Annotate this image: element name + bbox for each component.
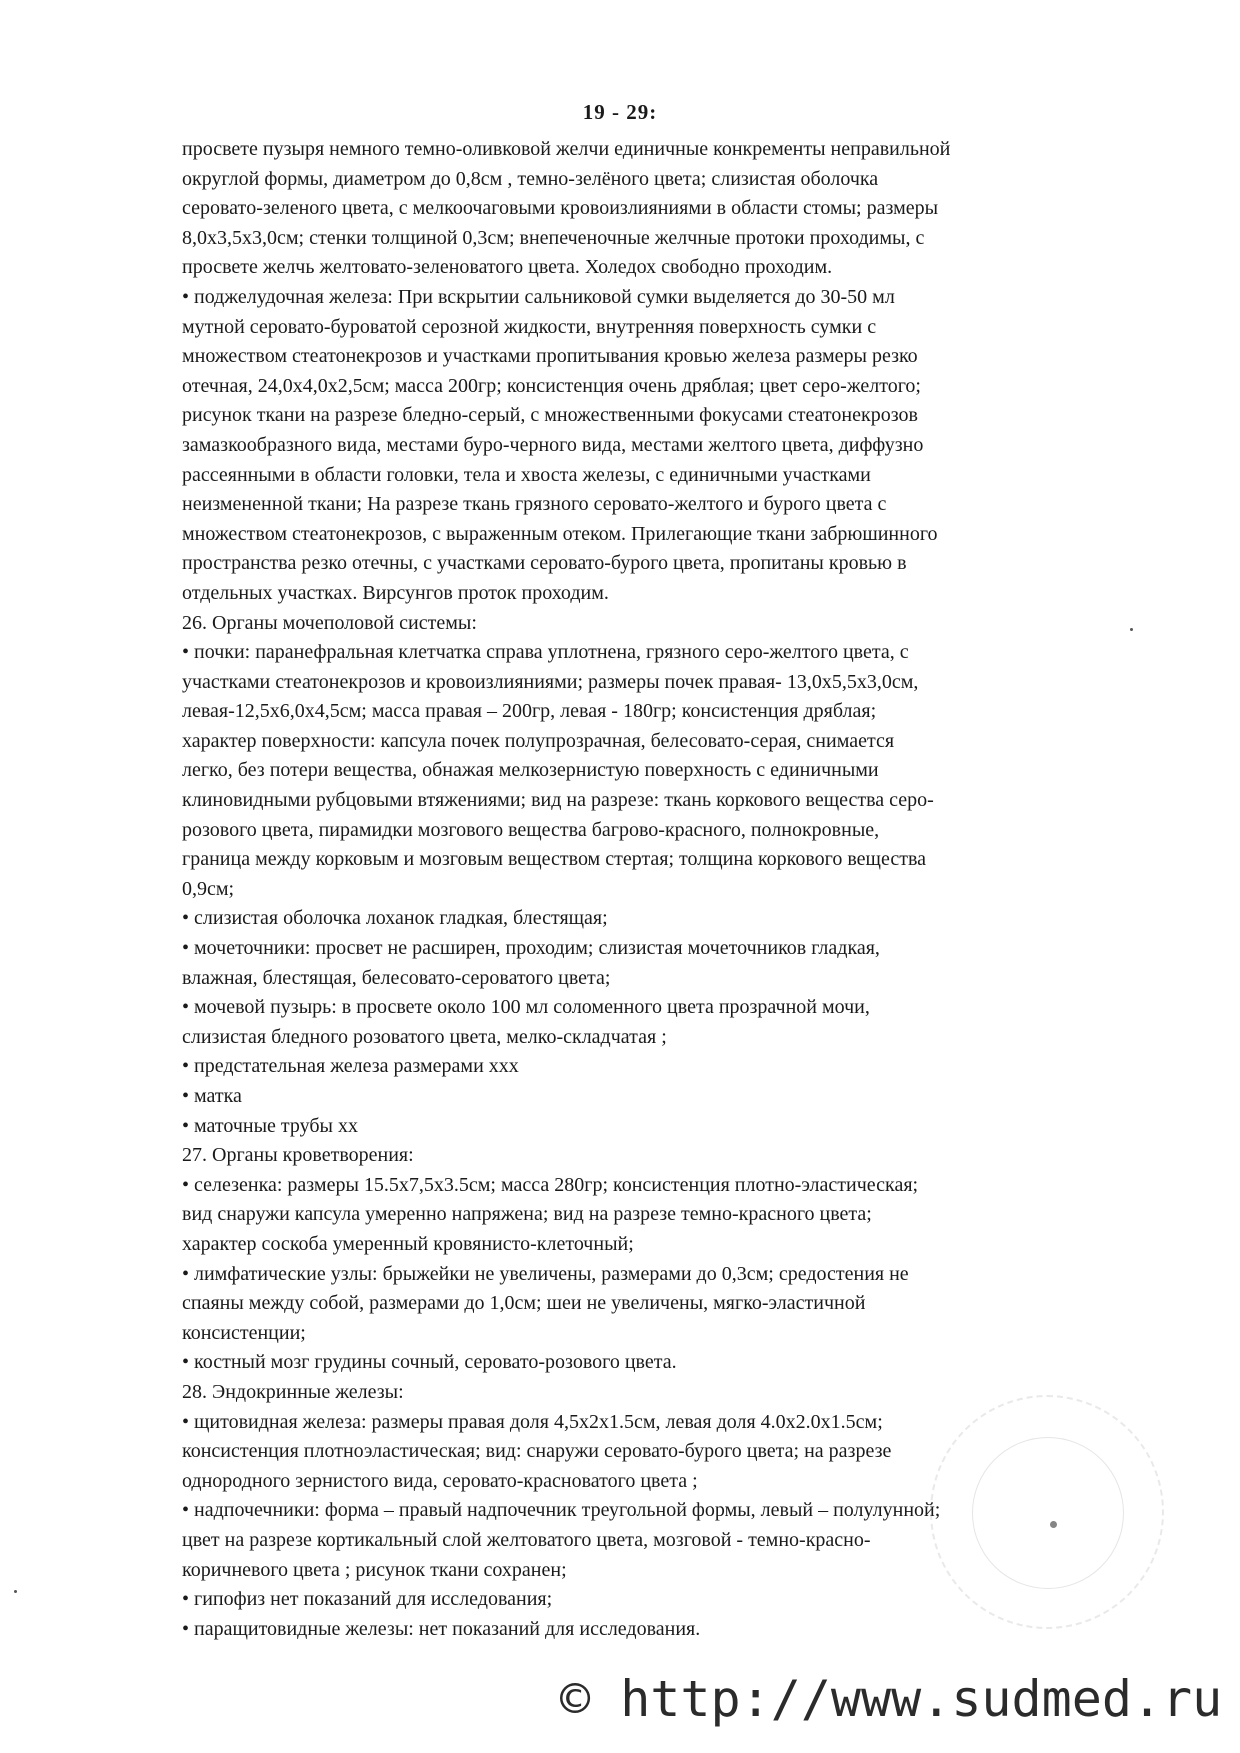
text-line: • надпочечники: форма – правый надпочечник треугольной формы, левый – полулунной; [182,1499,941,1522]
text-line: • матка [182,1085,242,1107]
text-line: рассеянными в области головки, тела и хвоста железы, с единичными участками [182,463,871,486]
text-line: множеством стеатонекрозов, с выраженным отеком. Прилегающие ткани забрюшинного [182,522,938,545]
text-line: • маточные трубы хх [182,1114,358,1137]
text-line: 0,9см; [182,877,235,900]
scan-mark [1130,628,1133,631]
text-line: • лимфатические узлы: брыжейки не увеличены, размерами до 0,3см; средостения не [182,1262,909,1285]
scan-mark [14,1590,17,1593]
text-line: левая-12,5х6,0х4,5см; масса правая – 200гр, левая - 180гр; консистенция дряблая; [182,700,877,723]
text-line: просвете пузыря немного темно-оливковой желчи единичные конкременты неправильной [182,138,951,160]
text-line: • мочевой пузырь: в просвете около 100 мл соломенного цвета прозрачной мочи, [182,996,870,1019]
text-line: слизистая бледного розоватого цвета, мелко-складчатая ; [182,1025,667,1048]
text-line: влажная, блестящая, белесовато-сероватого цвета; [182,966,611,989]
text-line: вид снаружи капсула умеренно напряжена; вид на разрезе темно-красного цвета; [182,1203,872,1226]
text-line: рисунок ткани на разрезе бледно-серый, с множественными фокусами стеатонекрозов [182,404,918,427]
text-line: консистенции; [182,1321,306,1344]
text-line: замазкообразного вида, местами буро-черного вида, местами желтого цвета, диффузно [182,433,924,456]
text-line: • слизистая оболочка лоханок гладкая, блестящая; [182,907,608,930]
text-line: • поджелудочная железа: При вскрытии сальниковой сумки выделяется до 30-50 мл [182,285,895,308]
page-number: 19 - 29: [582,100,658,124]
text-line: округлой формы, диаметром до 0,8см , темно-зелёного цвета; слизистая оболочка [182,167,879,190]
text-line: легко, без потери вещества, обнажая мелкозернистую поверхность с единичными [182,759,879,782]
text-line: характер поверхности: капсула почек полупрозрачная, белесовато-серая, снимается [182,729,895,752]
text-line: • мочеточники: просвет не расширен, проходим; слизистая мочеточников гладкая, [182,937,880,960]
text-line: характер соскоба умеренный кровянисто-клеточный; [182,1232,634,1255]
text-line: однородного зернистого вида, серовато-красноватого цвета ; [182,1469,698,1492]
text-line: граница между корковым и мозговым веществом стертая; толщина коркового вещества [182,848,927,871]
text-line: коричневого цвета ; рисунок ткани сохранен; [182,1558,567,1581]
text-line: цвет на разрезе кортикальный слой желтоватого цвета, мозговой - темно-красно- [182,1528,871,1551]
text-line: сероватo-зеленого цвета, с мелкоочаговыми кровоизлияниями в области стомы; размеры [182,197,939,220]
text-line: • щитовидная железа: размеры правая доля 4,5х2х1.5см, левая доля 4.0х2.0х1.5см; [182,1410,883,1433]
text-line: мутной серовато-буроватой серозной жидкости, внутренняя поверхность сумки с [182,315,877,338]
stamp-dot [1050,1521,1057,1528]
text-line: просвете желчь желтовато-зеленоватого цвета. Холедох свободно проходим. [182,256,833,279]
text-line: консистенция плотноэластическая; вид: снаружи серовато-бурого цвета; на разрезе [182,1440,892,1463]
official-stamp [930,1395,1164,1629]
text-line: • паращитовидные железы: нет показаний для исследования. [182,1617,701,1640]
text-line: розового цвета, пирамидки мозгового вещества багрово-красного, полнокровные, [182,818,880,841]
text-line: • предстательная железа размерами ххх [182,1055,519,1078]
text-line: клиновидными рубцовыми втяжениями; вид на разрезе: ткань коркового вещества серо- [182,789,934,812]
text-line: 27. Органы кроветворения: [182,1144,414,1167]
text-line: отдельных участках. Вирсунгов проток проходим. [182,581,609,604]
text-line: множеством стеатонекрозов и участками пропитывания кровью железа размеры резко [182,345,918,368]
text-line: • почки: паранефральная клетчатка справа уплотнена, грязного серо-желтого цвета, с [182,641,909,664]
text-line: пространства резко отечны, с участками серовато-бурого цвета, пропитаны кровью в [182,552,907,575]
stamp-inner-ring [972,1437,1124,1589]
text-line: отечная, 24,0х4,0х2,5см; масса 200гр; консистенция очень дряблая; цвет серо-желтого; [182,374,921,397]
text-line: участками стеатонекрозов и кровоизлияниями; размеры почек правая- 13,0х5,5х3,0см, [182,670,919,693]
text-line: 26. Органы мочеполовой системы: [182,611,477,634]
text-line: • костный мозг грудины сочный, серовато-розового цвета. [182,1351,677,1374]
text-line: • селезенка: размеры 15.5х7,5х3.5см; масса 280гр; консистенция плотно-эластическая; [182,1173,919,1196]
text-line: 28. Эндокринные железы: [182,1380,404,1403]
text-line: неизмененной ткани; На разрезе ткань грязного серовато-желтого и бурого цвета с [182,493,887,516]
website-watermark: © http://www.sudmed.ru [560,1670,1223,1728]
text-line: 8,0х3,5х3,0см; стенки толщиной 0,3см; внепеченочные желчные протоки проходимы, с [182,226,925,249]
text-line: • гипофиз нет показаний для исследования; [182,1588,553,1611]
text-line: спаяны между собой, размерами до 1,0см; шеи не увеличены, мягко-эластичной [182,1292,866,1315]
